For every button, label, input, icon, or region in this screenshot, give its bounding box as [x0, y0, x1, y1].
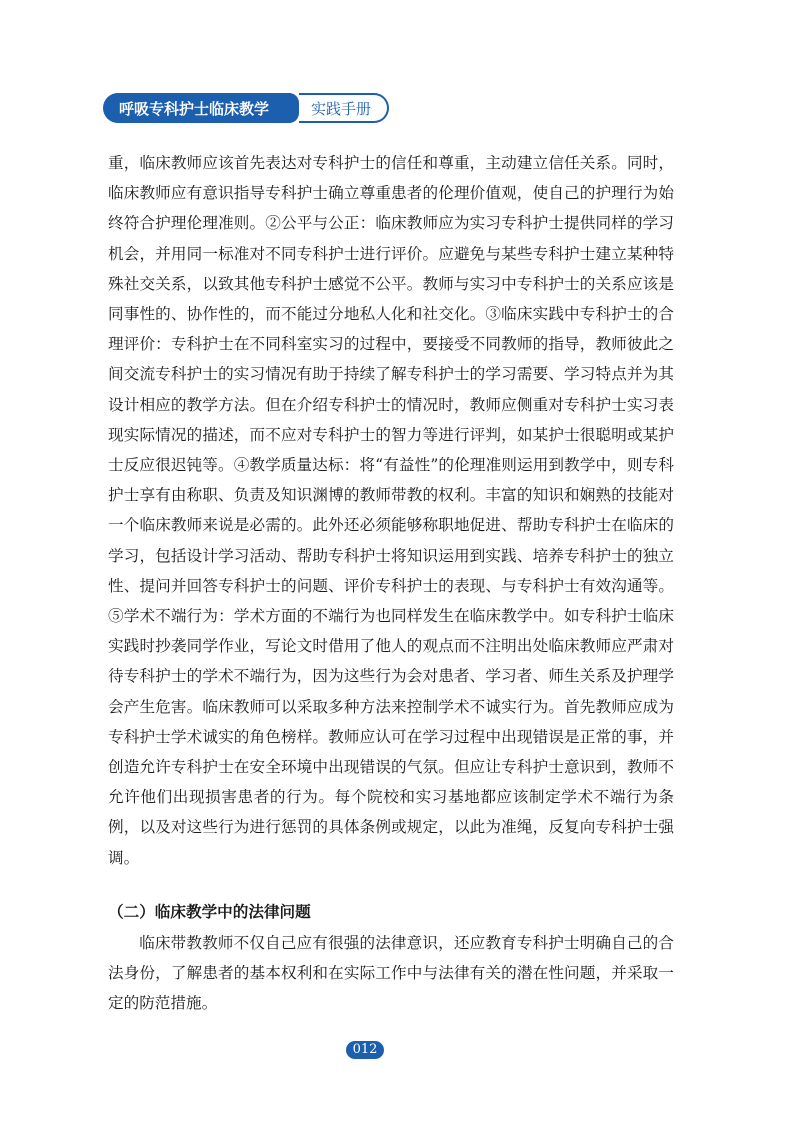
series-label: 实践手册 — [299, 93, 389, 123]
section-heading: （二）临床教学中的法律问题 — [108, 903, 311, 921]
page-number: 012 — [346, 1041, 384, 1059]
running-header — [103, 93, 389, 123]
body-paragraph-1: 重，临床教师应该首先表达对专科护士的信任和尊重，主动建立信任关系。同时，临床教师应有意识指导专科护士确立尊重患者的伦理价值观，使自己的护理行为始终符合护理伦理准则。②公平与公正：临床教师应为实习专科护士提供同样的学习机会，并用同一标准对不同专科护士进行评价。应避免与某些专科护士建立某种特殊社交关系，以致其他专科护士感觉不公平。教师与实习中专科护士的关系应该是同事性的、协作性的，而不能过分地私人化和社交化。③临床实践中专科护士的合理评价：专科护士在不同科室实习的过程中，要接受不同教师的指导，教师彼此之间交流专科护士的实习情况有助于持续了解专科护士的学习需要、学习特点并为其设计相应的教学方法。但在介绍专科护士的情况时，教师应侧重对专科护士实习表现实际情况的描述，而不应对专科护士的智力等进行评判，如某护士很聪明或某护士反应很迟钝等。④教学质量达标：将“有益性”的伦理准则运用到教学中，则专科护士享有由称职、负责及知识渊博的教师带教的权利。丰富的知识和娴熟的技能对一个临床教师来说是必需的。此外还必须能够称职地促进、帮助专科护士在临床的学习，包括设计学习活动、帮助专科护士将知识运用到实践、培养专科护士的独立性、提问并回答专科护士的问题、评价专科护士的表现、与专科护士有效沟通等。⑤学术不端行为：学术方面的不端行为也同样发生在临床教学中。如专科护士临床实践时抄袭同学作业，写论文时借用了他人的观点而不注明出处临床教师应严肃对待专科护士的学术不端行为，因为这些行为会对患者、学习者、师生关系及护理学会产生危害。临床教师可以采取多种方法来控制学术不诚实行为。首先教师应成为专科护士学术诚实的角色榜样。教师应认可在学习过程中出现错误是正常的事，并创造允许专科护士在安全环境中出现错误的气氛。但应让专科护士意识到，教师不允许他们出现损害患者的行为。每个院校和实习基地都应该制定学术不端行为条例，以及对这些行为进行惩罚的具体条例或规定，以此为准绳，反复向专科护士强调。 — [108, 154, 674, 867]
body-paragraph-1-container — [108, 148, 674, 873]
book-title: 呼吸专科护士临床教学 — [103, 93, 291, 123]
body-paragraph-2: 临床带教教师不仅自己应有很强的法律意识，还应教育专科护士明确自己的合法身份，了解患者的基本权利和在实际工作中与法律有关的潜在性问题，并采取一定的防范措施。 — [108, 934, 674, 1013]
body-paragraph-2-container — [108, 928, 674, 1019]
